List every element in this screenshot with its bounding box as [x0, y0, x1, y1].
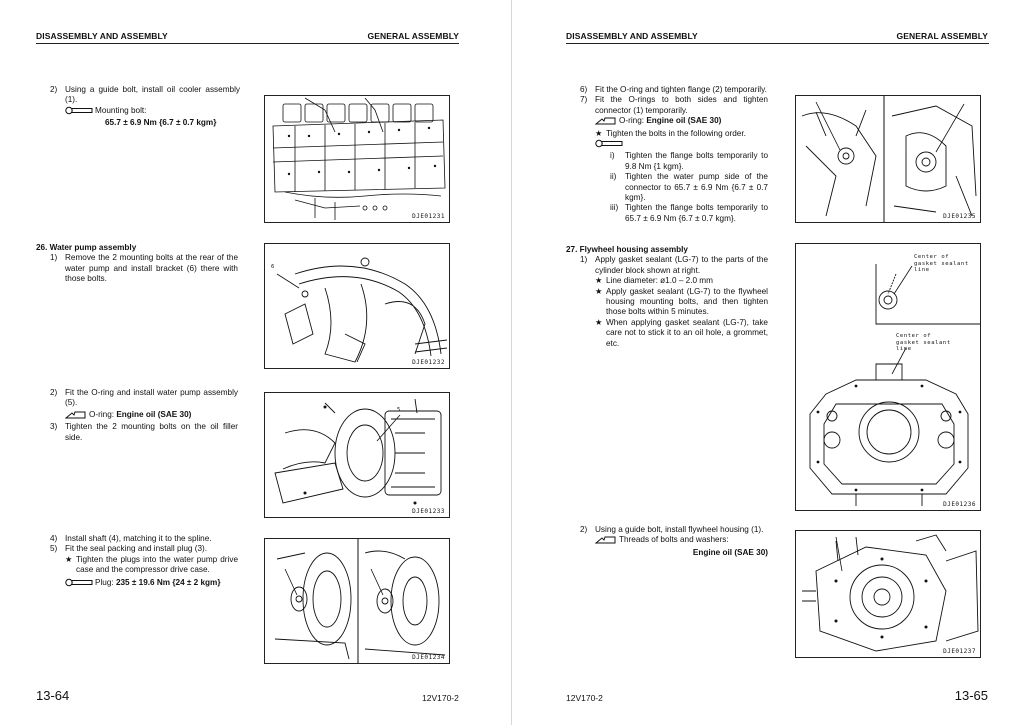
torque-wrench-icon	[595, 139, 623, 151]
figure-code: DJE01237	[943, 648, 976, 655]
star-icon: ★	[65, 554, 73, 564]
water-pump-section: 26. Water pump assembly 1) Remove the 2 mounting bolts at the rear of the water pump and install bracket (6) there with those bolts.	[36, 243, 238, 284]
left-header-chapter: GENERAL ASSEMBLY	[367, 31, 459, 41]
gasket-sealant-figure	[795, 243, 981, 511]
sealant-callout: Center of gasket sealant line	[896, 333, 951, 352]
flywheel-housing-figure	[795, 530, 981, 658]
right-header-section: DISASSEMBLY AND ASSEMBLY	[566, 31, 698, 41]
star-icon: ★	[595, 276, 603, 286]
oil-can-icon	[595, 116, 617, 128]
doc-code: 12V170-2	[566, 693, 603, 703]
oil-cooler-step: 2) Using a guide bolt, install oil cooler assembly (1). Mounting bolt: 65.7 ± 6.9 Nm {6.7 ± 0.7 kgm}	[50, 85, 240, 128]
page-number: 13-65	[954, 688, 988, 703]
sealant-callout: Center of gasket sealant line	[914, 254, 969, 273]
star-icon: ★	[595, 317, 603, 327]
oil-can-icon	[65, 410, 87, 422]
star-icon: ★	[595, 128, 603, 138]
water-pump-figure	[264, 392, 450, 518]
page-number: 13-64	[36, 688, 70, 703]
star-icon: ★	[595, 286, 603, 296]
figure-code: DJE01236	[943, 501, 976, 508]
part-label: 5	[397, 407, 401, 413]
water-pump-install-steps: 2) Fit the O-ring and install water pump assembly (5). O-ring: Engine oil (SAE 30) 3) Tighten the 2 mounting bolts on the oil filler side.	[50, 388, 238, 442]
flywheel-install-step: 2) Using a guide bolt, install flywheel housing (1). Threads of bolts and washers: Engine oil (SAE 30)	[580, 525, 768, 557]
shaft-plug-steps: 4) Install shaft (4), matching it to the spline. 5) Fit the seal packing and install plug (3). ★ Tighten the plugs into the water pump drive case and the compressor drive case. Plug: 235 ± 19.6 Nm {24 ± 2 kgm}	[50, 534, 238, 590]
doc-code: 12V170-2	[422, 693, 459, 703]
figure-code: DJE01235	[943, 213, 976, 220]
oil-can-icon	[595, 535, 617, 547]
torque-wrench-icon	[65, 578, 93, 590]
part-label: 6	[271, 264, 275, 270]
section-heading: 27. Flywheel housing assembly	[566, 245, 688, 254]
flywheel-housing-section: 27. Flywheel housing assembly 1) Apply gasket sealant (LG-7) to the parts of the cylinder block shown at right. ★ Line diameter: ø1.0 – 2.0 mm ★ Apply gasket sealant (LG-7) to the flywheel housing mounting bolts, and then tighten those bolts within 5 minutes. ★ When applying gasket sealant (LG-7), take care not to stick it to an oil hole, a grommet, etc.	[566, 245, 768, 348]
torque-wrench-icon	[65, 106, 93, 118]
figure-code: DJE01234	[412, 654, 445, 661]
right-page	[512, 0, 1024, 725]
left-header-section: DISASSEMBLY AND ASSEMBLY	[36, 31, 168, 41]
bracket-figure	[264, 243, 450, 369]
flange-figure	[795, 95, 981, 223]
oil-cooler-figure	[264, 95, 450, 223]
plug-figure	[264, 538, 450, 664]
section-heading: 26. Water pump assembly	[36, 243, 137, 252]
left-header-rule	[36, 43, 459, 44]
right-header-chapter: GENERAL ASSEMBLY	[896, 31, 988, 41]
figure-code: DJE01233	[412, 508, 445, 515]
figure-code: DJE01231	[412, 213, 445, 220]
flange-connector-steps: 6) Fit the O-ring and tighten flange (2) temporarily. 7) Fit the O-rings to both sides and tighten connector (1) temporarily. O-ring: Engine oil (SAE 30) ★ Tighten the bolts in the following order. i) Tighten the flange bolts temporarily to 9.8 Nm {1 kgm}. ii) Tighten the water pump side of the connector to 65.7 ± 6.9 Nm {6.7 ± 0.7 kgm}. iii) Tighten the flange bolts temporarily to 65.7 ± 6.9 Nm {6.7 ± 0.7 kgm}.	[580, 85, 768, 223]
right-header-rule	[566, 43, 989, 44]
figure-code: DJE01232	[412, 359, 445, 366]
